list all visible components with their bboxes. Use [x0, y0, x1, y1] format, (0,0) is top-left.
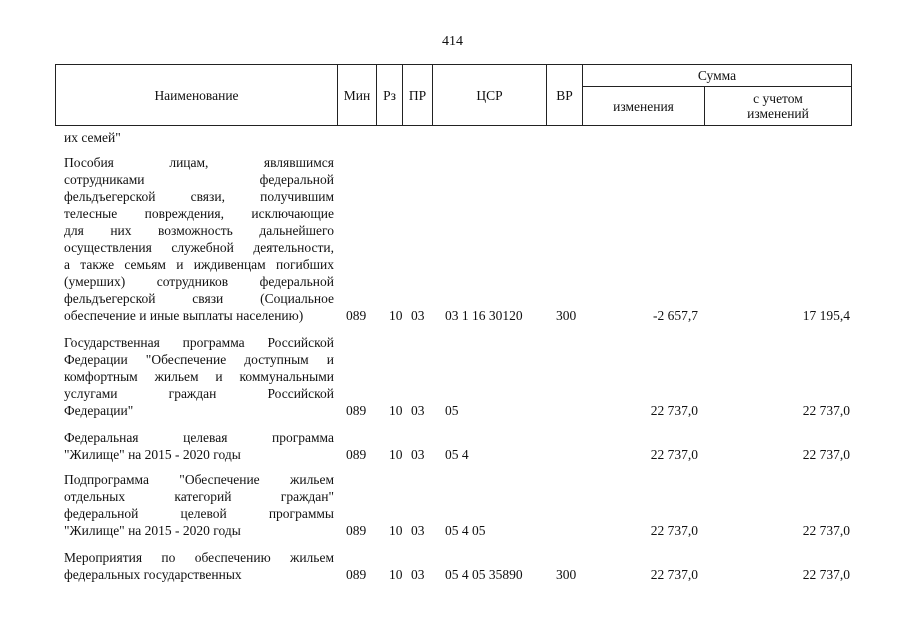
row-name-line: осуществления служебной деятельности,: [64, 240, 334, 255]
header-sum: Сумма: [582, 64, 852, 87]
row-name-line: сотрудниками федеральной: [64, 172, 334, 187]
row-change: -2 657,7: [653, 308, 698, 323]
row-name-line: "Жилище" на 2015 - 2020 годы: [64, 447, 241, 462]
table-row: [0, 334, 905, 419]
row-name-line: а также семьям и иждивенцам погибших: [64, 257, 334, 272]
row-name: [64, 129, 334, 146]
row-name-line: фельдъегерской связи, получившим: [64, 189, 334, 204]
row-total: 22 737,0: [802, 523, 850, 538]
row-total: 22 737,0: [802, 567, 850, 582]
row-name-line: отдельных категорий граждан": [64, 489, 334, 504]
row-rz: 10: [389, 447, 403, 462]
header-total-line2: изменений: [747, 106, 809, 121]
row-vr: 300: [556, 567, 577, 582]
row-pr: 03: [411, 403, 425, 418]
row-vr: 300: [556, 308, 577, 323]
row-min: 089: [346, 567, 367, 582]
table-row: [0, 549, 905, 583]
table-row: [0, 429, 905, 463]
row-name-line: комфортным жильем и коммунальными: [64, 369, 334, 384]
row-name-line: "Жилище" на 2015 - 2020 годы: [64, 523, 241, 538]
row-name-line: фельдъегерской связи (Социальное: [64, 291, 334, 306]
row-name-line: федеральной целевой программы: [64, 506, 334, 521]
row-rz: 10: [389, 308, 403, 323]
row-name-line: Мероприятия по обеспечению жильем: [64, 550, 334, 565]
row-name: [64, 154, 334, 324]
row-min: 089: [346, 447, 367, 462]
row-csr: 05: [445, 403, 459, 418]
row-name-line: Пособия лицам, являвшимся: [64, 155, 334, 170]
row-change: 22 737,0: [650, 447, 698, 462]
row-name: [64, 429, 334, 463]
row-name: [64, 334, 334, 419]
row-name-line: Подпрограмма "Обеспечение жильем: [64, 472, 334, 487]
row-total: 17 195,4: [802, 308, 850, 323]
row-name-line: Федеральная целевая программа: [64, 430, 334, 445]
row-total: 22 737,0: [802, 403, 850, 418]
row-name: [64, 549, 334, 583]
row-pr: 03: [411, 447, 425, 462]
row-name-line: телесные повреждения, исключающие: [64, 206, 334, 221]
row-name-line: услугами граждан Российской: [64, 386, 334, 401]
header-pr: ПР: [402, 64, 433, 126]
row-name-line: Государственная программа Российской: [64, 335, 334, 350]
row-rz: 10: [389, 403, 403, 418]
table-row: [0, 154, 905, 324]
table-row: [0, 471, 905, 539]
row-csr: 05 4 05: [445, 523, 486, 538]
row-csr: 03 1 16 30120: [445, 308, 523, 323]
header-name: Наименование: [55, 64, 338, 126]
table-header: [55, 64, 852, 126]
row-change: 22 737,0: [650, 523, 698, 538]
row-name-line: их семей": [64, 130, 121, 145]
row-change: 22 737,0: [650, 403, 698, 418]
row-name-line: для них возможность дальнейшего: [64, 223, 334, 238]
row-rz: 10: [389, 523, 403, 538]
row-pr: 03: [411, 523, 425, 538]
row-min: 089: [346, 308, 367, 323]
row-name-line: федеральных государственных: [64, 567, 242, 582]
row-csr: 05 4 05 35890: [445, 567, 523, 582]
header-csr: ЦСР: [432, 64, 547, 126]
row-change: 22 737,0: [650, 567, 698, 582]
row-name: [64, 471, 334, 539]
row-min: 089: [346, 403, 367, 418]
row-name-line: (умерших) сотрудников федеральной: [64, 274, 334, 289]
row-pr: 03: [411, 308, 425, 323]
page-number: 414: [442, 34, 463, 49]
header-total: [704, 86, 852, 126]
table-row: [0, 129, 905, 146]
row-name-line: Федерации "Обеспечение доступным и: [64, 352, 334, 367]
row-csr: 05 4: [445, 447, 469, 462]
row-rz: 10: [389, 567, 403, 582]
header-rz: Рз: [376, 64, 403, 126]
row-pr: 03: [411, 567, 425, 582]
row-name-line: обеспечение и иные выплаты населению): [64, 308, 304, 323]
header-change: изменения: [582, 86, 705, 126]
row-min: 089: [346, 523, 367, 538]
header-vr: ВР: [546, 64, 583, 126]
row-name-line: Федерации": [64, 403, 134, 418]
header-total-line1: с учетом: [753, 91, 803, 106]
header-min: Мин: [337, 64, 377, 126]
row-total: 22 737,0: [802, 447, 850, 462]
